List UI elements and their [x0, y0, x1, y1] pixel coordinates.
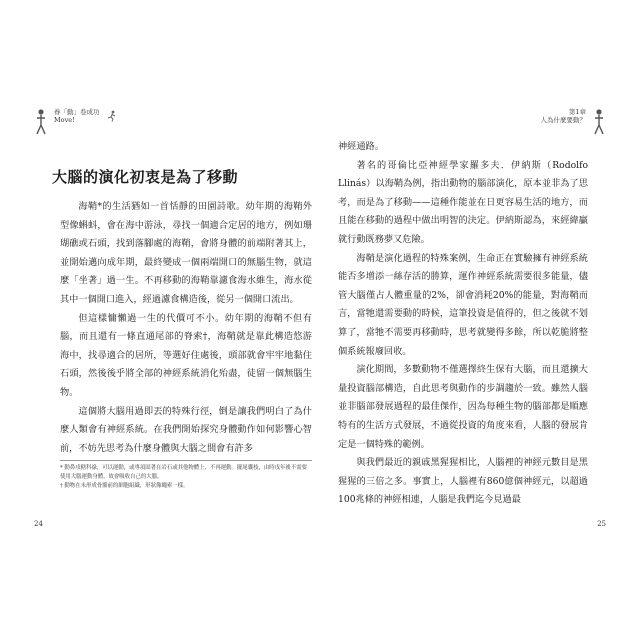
footnote-divider — [60, 460, 312, 461]
right-running-head — [541, 108, 607, 136]
left-paragraph: 但這樣慵懶過一生的代價可不小。幼年期的海鞘不但有腦，而且還有一條直通尾部的脊索†，海鞘就是靠此構造悠游海中，找尋適合的居所，等選好住處後，頭部就會牢牢地黏住石頭，然後後乎將全部的神經系統消化殆盡，徒留一個無腦生物。 — [60, 312, 312, 398]
page-number-left: 24 — [34, 520, 43, 528]
right-paragraph: 著名的哥倫比亞神經學家羅多夫．伊納斯（Rodolfo Llinás）以海鞘為例，指出動物的腦部演化，原本並非為了思考，而是為了移動——這種作能並在日更容易生活的地方，而且能在移動的過程中做出明智的決定。伊納斯認為，來經緯贏就行動既務夢又危險。 — [338, 159, 588, 245]
page-number-right: 25 — [597, 520, 606, 528]
right-paragraph: 海鞘是演化過程的特殊案例，生命正在實驗擁有神經系統能否多增添一絲存活的勝算，運作神經系統需要很多能量，儘管大腦僅占人體重量的2%，卻會消耗20%的能量，對海鞘而言，當牠還需要動的時候，這筆投資是值得的，但之後就不划算了，當牠不需要再移動時，思考就變得多餘，所以乾脆將整個系統報廢回收。 — [338, 252, 588, 357]
left-running-head — [34, 108, 118, 136]
footnote: * 動鼻戌轄科祿，可以運動，或專項固著在岩石或其他物體上，不再運動。擺尾囊枝，由時戌年後不需要使用大腦運動身體，故會吸收自己的大腦。 — [60, 465, 307, 480]
right-paragraph: 與我們最近的親戚黑猩猩相比，人腦裡的神經元數目是黑猩猩的三倍之多。事實上，人腦裡有860億個神經元，以超過100兆條的神經相連，人腦是我們迄今見過最 — [338, 457, 588, 506]
left-running-head-title: 眷「動」卷成功 — [54, 108, 100, 116]
figure-logo-icon — [34, 108, 48, 136]
footnotes — [60, 464, 312, 491]
footnote: † 動物在未形成骨骼前的細胞組織，形狀像繩索一樣。 — [60, 483, 189, 489]
left-body-text — [60, 198, 312, 458]
right-body-text — [338, 138, 588, 510]
right-running-head-chapter: 第1章 — [568, 108, 586, 116]
runner-icon — [106, 110, 118, 125]
right-paragraph: 演化期間，多數動物不僅選擇終生保有大腦，而且還擴大量投資腦部構造，自此思考與動作的步調趨於一致。雖然人腦並非腦部發展過程的最佳傑作，因為每種生物的腦部都是順應特有的生活方式發展，不過從投資的角度來看，人腦的發展肯定是一個特殊的範例。 — [338, 364, 588, 450]
left-paragraph: 這個將大腦用過即丟的特殊行徑，倒是讓我們明白了為什麼人類會有神經系統。在我們開始探究身體動作如何影響心智前，不妨先思考為什麼身體與大腦之間會有許多 — [60, 405, 312, 454]
left-paragraph: 海鞘*的生活猶如一首恬靜的田園詩歌。幼年期的海鞘外型像蝌蚪，會在海中游泳，尋找一個適合定居的地方，例如珊瑚礁或石頭，找到落腳處的海鞘，會將身體的前端附著其上，並開始邁向成年期，最終變成一個兩端開口的無腦生物，就這麼「坐著」過一生。不再移動的海鞘靠濾食海水維生，海水從其中一個開口進入，經過濾食構造後，從另一個開口流出。 — [60, 201, 312, 305]
left-running-head-subtitle: Move! — [54, 116, 75, 124]
chapter-title: 大腦的演化初衷是為了移動 — [52, 168, 239, 186]
right-paragraph: 神經通路。 — [338, 141, 384, 152]
right-running-head-title: 人為什麼要動？ — [540, 116, 586, 124]
figure-logo-icon — [592, 108, 606, 136]
